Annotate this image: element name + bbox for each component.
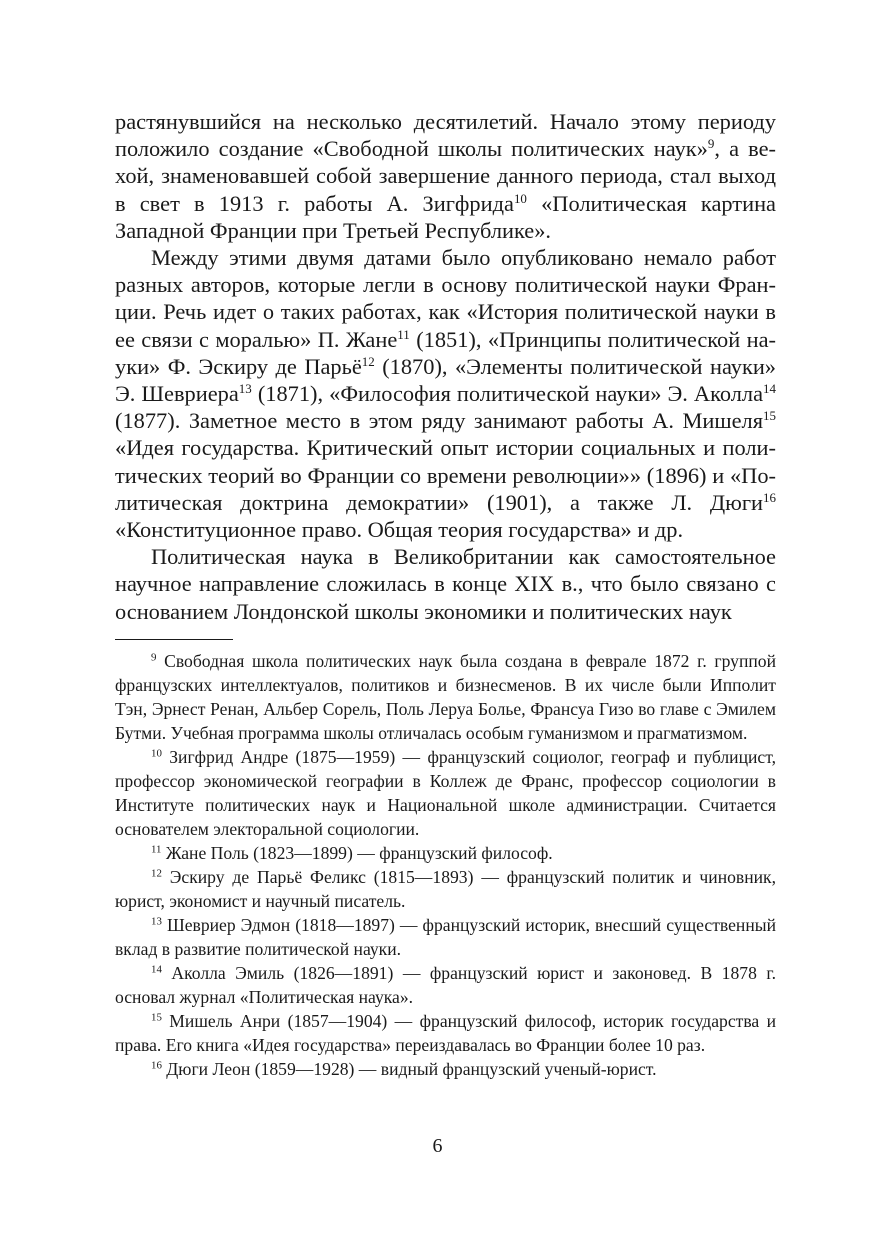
footnote-ref-16[interactable]: 16 <box>763 489 776 505</box>
footnote-number: 14 <box>151 963 162 976</box>
page-number: 6 <box>432 1135 443 1157</box>
text-span: «Идея государства. Критический опыт истории социальных и политических теорий во Франции со времени революции»» (1896) и «Политическая доктрина демократии» (1901), а также Л. Дюги <box>115 435 776 515</box>
footnote-text: Зигфрид Андре (1875—1959) — французский социолог, географ и публицист, профессор экономической географии в Коллеж де Франс, профессор социологии в Институте политических наук и Национальной школе администрации. Считается основателем электоральной социологии. <box>115 746 776 839</box>
paragraph-2 <box>115 244 776 543</box>
text-span: (1870), «Элементы политической науки» Э. Шевриера <box>115 353 776 407</box>
text-span: (1851), «Принципы политической науки» Ф. Эскиру де Парьё <box>115 326 776 379</box>
paragraph-1 <box>115 108 776 244</box>
text-span: (1871), «Философия политической науки» Э. Аколла <box>251 381 764 407</box>
footnote-ref-14[interactable]: 14 <box>763 380 776 396</box>
footnote-number: 9 <box>151 651 157 664</box>
footnote-11 <box>115 841 776 865</box>
footnote-13 <box>115 913 776 961</box>
footnote-16 <box>115 1057 776 1081</box>
footnote-ref-11[interactable]: 11 <box>397 326 410 342</box>
footnote-number: 10 <box>151 747 162 760</box>
footnote-10 <box>115 745 776 841</box>
footnote-15 <box>115 1009 776 1057</box>
text-span: растянувшийся на несколько десятилетий. Начало этому периоду положило создание «Свободной школы политических наук» <box>115 109 776 162</box>
footnote-text: Аколла Эмиль (1826—1891) — французский юрист и законовед. В 1878 г. основал журнал «Политическая наука». <box>115 962 776 1007</box>
footnote-separator <box>115 639 233 640</box>
footnote-text: Шевриер Эдмон (1818—1897) — французский историк, внесший существенный вклад в развитие политической науки. <box>115 914 776 959</box>
footnote-number: 11 <box>151 843 162 856</box>
footnote-number: 12 <box>151 867 162 880</box>
text-span: (1877). Заметное место в этом ряду занимают работы А. Мишеля <box>115 408 764 434</box>
footnote-text: Дюги Леон (1859—1928) — видный французский ученый-юрист. <box>161 1058 657 1079</box>
footnote-text: Жане Поль (1823—1899) — французский философ. <box>161 842 553 863</box>
footnote-text: Свободная школа политических наук была создана в феврале 1872 г. группой французских интеллектуалов, политиков и бизнесменов. В их числе были Ипполит Тэн, Эрнест Ренан, Альбер Сорель, Поль Леруа Болье, Франсуа Гизо во главе с Эмилем Бутми. Учебная программа школы отличалась особым гуманизмом и прагматизмом. <box>115 650 776 743</box>
page-content <box>115 108 776 1081</box>
text-span: Между этими двумя датами было опубликовано немало работ разных авторов, которые легли в основу политической науки Франции. Речь идет о таких работах, как «История политической науки в ее связи с моралью» П. Жане <box>115 245 776 352</box>
footnote-ref-9[interactable]: 9 <box>707 136 715 152</box>
footnote-ref-13[interactable]: 13 <box>238 380 252 396</box>
footnote-number: 13 <box>151 915 162 928</box>
text-span: «Политическая картина Западной Франции при Третьей Республике». <box>115 190 776 243</box>
footnote-ref-12[interactable]: 12 <box>361 353 375 369</box>
footnote-9 <box>115 649 776 745</box>
main-text <box>115 108 776 625</box>
footnote-12 <box>115 865 776 913</box>
text-span: «Конституционное право. Общая теория государства» и др. <box>115 517 684 543</box>
footnote-ref-15[interactable]: 15 <box>763 408 776 424</box>
footnote-14 <box>115 961 776 1009</box>
text-span: , а вехой, знаменовавшей собой завершение данного периода, стал выход в свет в 1913 г. работы А. Зигфрида <box>115 136 776 216</box>
footnote-ref-10[interactable]: 10 <box>513 190 527 206</box>
footnote-number: 16 <box>151 1059 162 1072</box>
footnotes <box>115 649 776 1081</box>
footnote-text: Мишель Анри (1857—1904) — французский философ, историк государства и права. Его книга «Идея государства» переиздавалась во Франции более 10 раз. <box>115 1010 776 1055</box>
paragraph-3: Политическая наука в Великобритании как самостоятельное научное направление сложилась в конце XIX в., что было связано с основанием Лондонской школы экономики и политических наук <box>115 544 776 624</box>
footnote-text: Эскиру де Парьё Феликс (1815—1893) — французский политик и чиновник, юрист, экономист и научный писатель. <box>115 866 776 911</box>
footnote-number: 15 <box>151 1011 162 1024</box>
